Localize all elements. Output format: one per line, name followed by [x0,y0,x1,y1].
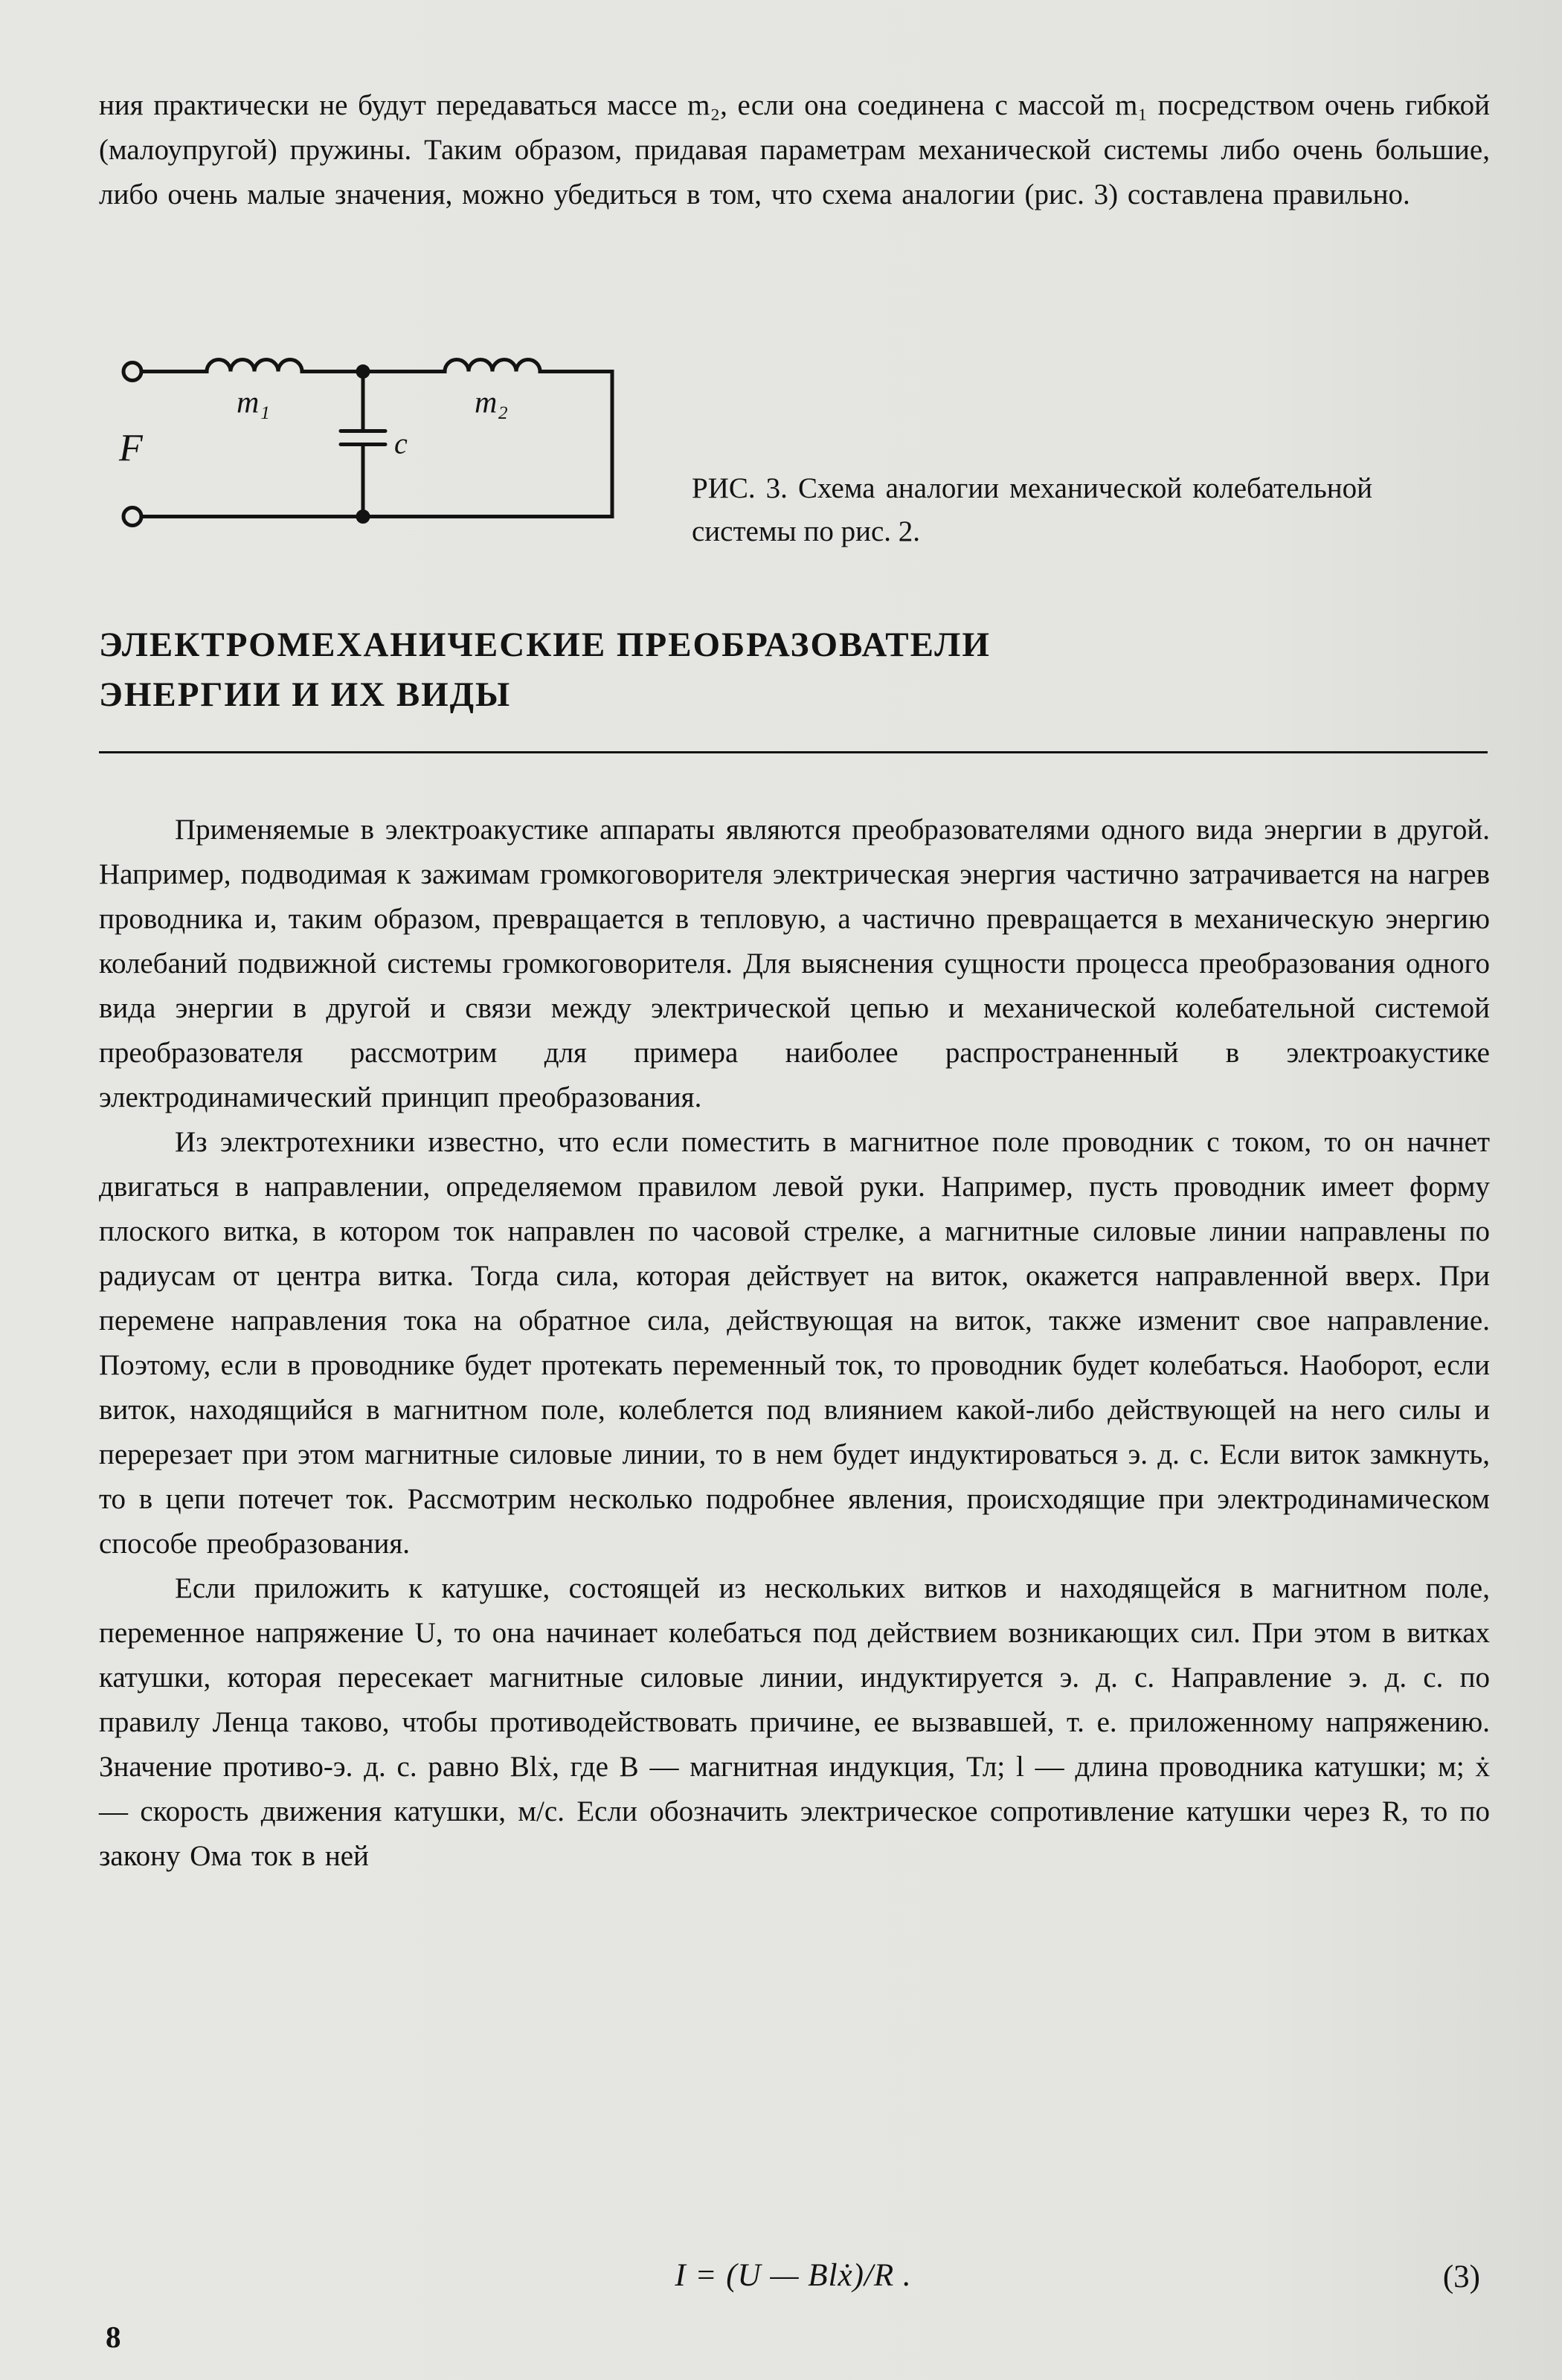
formula-equation: I = (U — Blẋ)/R . [675,2258,912,2293]
label-m2: m₂ [475,385,508,420]
body-paragraph: Если приложить к катушке, состоящей из нескольких витков и находящейся в магнитном поле, переменное напряжение U, то она начинает колебаться под действием возникающих сил. При этом в витках катушки, которая пересекает магнитные силовые линии, индуктируется э. д. с. Направление э. д. с. по правилу Ленца таково, чтобы противодействовать причине, ее вызвавшей, т. е. приложенному напряжению. Значение противо-э. д. с. равно Blẋ, где B — магнитная индукция, Тл; l — длина проводника катушки; м; ẋ — скорость движения катушки, м/с. Если обозначить электрическое сопротивление катушки через R, то по закону Ома ток в ней [99,1572,1490,1872]
formula-row [99,2257,1488,2309]
circuit-figure [118,336,638,556]
terminal-bottom-icon [123,508,141,526]
label-force: F [119,427,143,470]
section-heading-line2: ЭНЕРГИИ И ИХ ВИДЫ [99,675,512,714]
junction-dot-bottom [358,512,368,522]
circuit-diagram-svg [118,336,638,556]
wire-top [142,360,612,517]
section-heading [99,620,1512,720]
body-text-block [99,808,1490,1879]
section-heading-line1: ЭЛЕКТРОМЕХАНИЧЕСКИЕ ПРЕОБРАЗОВАТЕЛИ [99,625,991,664]
heading-rule [99,751,1488,753]
label-m1: m₁ [237,385,270,420]
label-c: c [394,426,408,460]
junction-dot-top [358,367,368,377]
body-paragraph: Из электротехники известно, что если поместить в магнитное поле проводник с током, то он начнет двигаться в направлении, определяемом правилом левой руки. Например, пусть проводник имеет форму плоского витка, в котором ток направлен по часовой стрелке, а магнитные силовые линии направлены по радиусам от центра витка. Тогда сила, которая действует на виток, окажется направленной вверх. При перемене направления тока на обратное сила, действующая на виток, также изменит свое направление. Поэтому, если в проводнике будет протекать переменный ток, то проводник будет колебаться. Наоборот, если виток, находящийся в магнитном поле, колеблется под влиянием какой-либо действующей на него силы и перерезает при этом магнитные силовые линии, то в нем будет индуктироваться э. д. с. Если виток замкнуть, то в цепи потечет ток. Рассмотрим несколько подробнее явления, происходящие при электродинамическом способе преобразования. [99,1126,1490,1560]
formula-number: (3) [1442,2260,1480,2294]
body-paragraph: Применяемые в электроакустике аппараты являются преобразователями одного вида энергии в другой. Например, подводимая к зажимам громкоговорителя электрическая энергия частично затрачивается на нагрев проводника и, таким образом, превращается в тепловую, а частично превращается в механическую энергию колебаний подвижной системы громкоговорителя. Для выяснения сущности процесса преобразования одного вида энергии в другой и связи между электрической цепью и механической колебательной системой преобразователя рассмотрим для примера наиболее распространенный в электроакустике электродинамический принцип преобразования. [99,814,1490,1113]
figure-caption: РИС. 3. Схема аналогии механической колебательной системы по рис. 2. [692,472,1372,547]
intro-paragraph: ния практически не будут передаваться массе m₂, если она соединена с массой m₁ посредством очень гибкой (малоупругой) пружины. Таким образом, придавая параметрам механической системы либо очень большие, либо очень малые значения, можно убедиться в том, что схема аналогии (рис. 3) составлена правильно. [99,89,1490,210]
page-number: 8 [106,2320,121,2354]
terminal-top-icon [123,363,141,381]
intro-paragraph-block [99,83,1490,217]
